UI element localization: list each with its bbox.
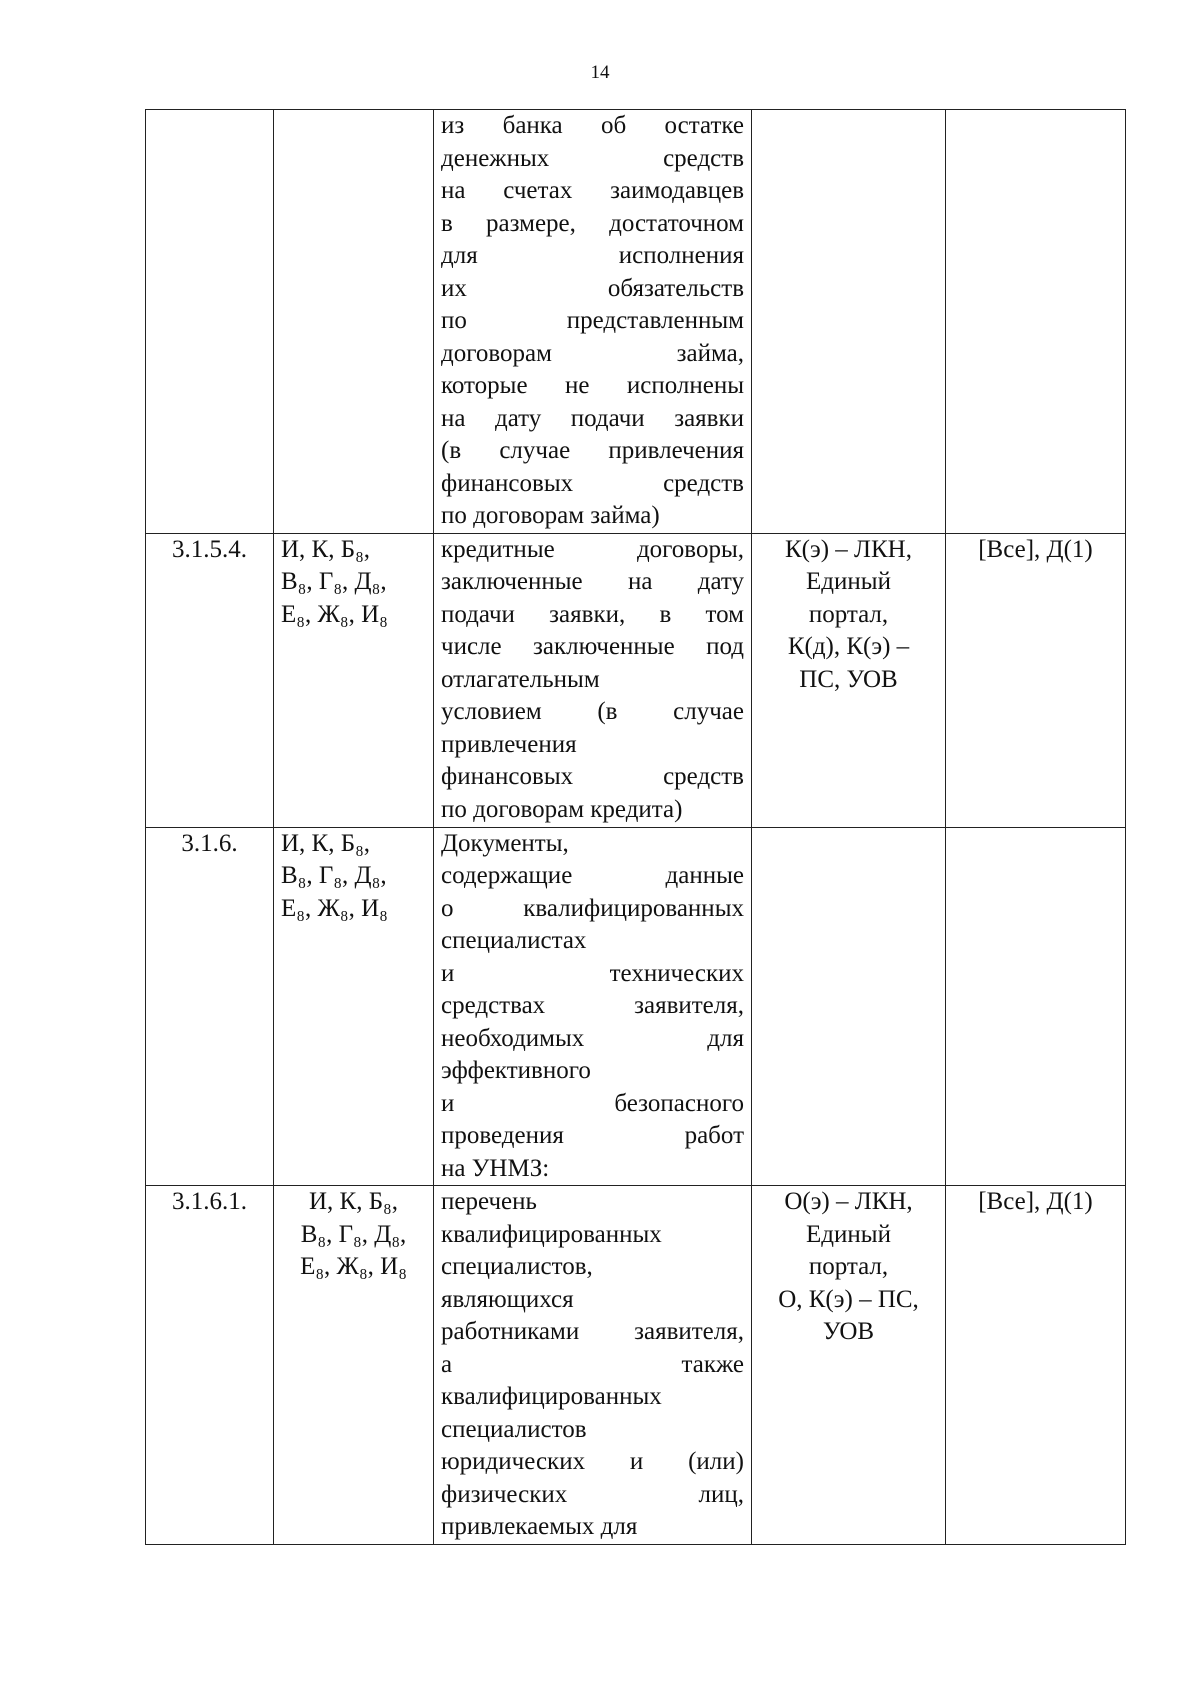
cell-line: являющихся bbox=[441, 1285, 574, 1313]
cell-line: специалистов bbox=[441, 1415, 587, 1443]
cell-line: которые не исполнены bbox=[441, 372, 744, 399]
cell-line: Единый bbox=[806, 568, 891, 595]
cell-line: портал, bbox=[808, 1253, 889, 1280]
cell-line: привлечения bbox=[441, 730, 577, 758]
cell-line: ПС, УОВ bbox=[799, 665, 898, 693]
cell-line: УОВ bbox=[822, 1318, 875, 1345]
cell-line: К(д), К(э) – bbox=[787, 633, 910, 660]
cell-line: [Все], Д(1) bbox=[978, 535, 1093, 563]
row-description bbox=[434, 1186, 752, 1545]
cell-line: К(э) – ЛКН, bbox=[785, 535, 912, 563]
cell-line: из банка об остатке bbox=[441, 112, 744, 139]
cell-line: И, К, Б₈, bbox=[281, 829, 371, 857]
cell-line: И, К, Б₈, bbox=[308, 1188, 399, 1215]
cell-line: квалифицированных bbox=[441, 1220, 662, 1248]
cell-line: Е₈, Ж₈, И₈ bbox=[281, 894, 388, 922]
cell-line: работниками заявителя, bbox=[441, 1318, 744, 1345]
cell-line: физических лиц, bbox=[441, 1480, 744, 1508]
row-description bbox=[434, 827, 752, 1186]
cell-line: отлагательным bbox=[441, 665, 600, 693]
row-scope bbox=[946, 1186, 1126, 1545]
row-submission-form bbox=[752, 827, 946, 1186]
cell-line: и технических bbox=[441, 959, 744, 987]
cell-line: квалифицированных bbox=[441, 1383, 662, 1410]
cell-line: В₈, Г₈, Д₈, bbox=[281, 568, 387, 595]
cell-line: по договорам кредита) bbox=[441, 795, 683, 823]
cell-line: Документы, bbox=[441, 829, 569, 857]
cell-line: договорам займа, bbox=[441, 339, 744, 367]
table-row bbox=[146, 827, 1126, 1186]
row-number: 3.1.5.4. bbox=[146, 533, 274, 827]
cell-line: [Все], Д(1) bbox=[978, 1188, 1093, 1215]
cell-line: юридических и (или) bbox=[441, 1448, 744, 1475]
cell-line: специалистов, bbox=[441, 1253, 593, 1280]
table-row bbox=[146, 533, 1126, 827]
cell-line: их обязательств bbox=[441, 274, 744, 302]
cell-line: кредитные договоры, bbox=[441, 535, 744, 563]
cell-line: и безопасного bbox=[441, 1089, 744, 1117]
row-scope bbox=[946, 110, 1126, 534]
row-codes bbox=[274, 1186, 434, 1545]
cell-line: Е₈, Ж₈, И₈ bbox=[300, 1253, 407, 1280]
row-codes bbox=[274, 827, 434, 1186]
cell-line: О(э) – ЛКН, bbox=[784, 1188, 913, 1215]
row-submission-form bbox=[752, 533, 946, 827]
row-submission-form bbox=[752, 1186, 946, 1545]
row-number: 3.1.6.1. bbox=[146, 1186, 274, 1545]
cell-line: необходимых для bbox=[441, 1024, 744, 1052]
cell-line: Единый bbox=[806, 1220, 891, 1248]
table-row bbox=[146, 1186, 1126, 1545]
page-number: 14 bbox=[590, 62, 610, 83]
cell-line: содержащие данные bbox=[441, 862, 744, 889]
cell-line: подачи заявки, в том bbox=[441, 600, 744, 628]
cell-line: специалистах bbox=[441, 927, 587, 954]
row-scope bbox=[946, 827, 1126, 1186]
cell-line: проведения работ bbox=[441, 1122, 744, 1149]
cell-line: привлекаемых для bbox=[441, 1513, 638, 1540]
cell-line: на счетах заимодавцев bbox=[441, 177, 744, 204]
row-description bbox=[434, 110, 752, 534]
cell-line: по представленным bbox=[441, 307, 744, 334]
cell-line: заключенные на дату bbox=[441, 568, 744, 595]
cell-line: на дату подачи заявки bbox=[441, 404, 744, 432]
cell-line: о квалифицированных bbox=[441, 894, 744, 922]
cell-line: а также bbox=[441, 1350, 744, 1378]
cell-line: средствах заявителя, bbox=[441, 992, 744, 1019]
row-number bbox=[146, 110, 274, 534]
row-submission-form bbox=[752, 110, 946, 534]
cell-line: портал, bbox=[808, 600, 889, 628]
cell-line: Е₈, Ж₈, И₈ bbox=[281, 600, 388, 628]
cell-line: (в случае привлечения bbox=[441, 437, 744, 464]
cell-line: В₈, Г₈, Д₈, bbox=[281, 862, 387, 889]
cell-line: денежных средств bbox=[441, 144, 744, 172]
requirements-table bbox=[145, 109, 1126, 1545]
row-codes bbox=[274, 110, 434, 534]
cell-line: для исполнения bbox=[441, 242, 744, 269]
row-number: 3.1.6. bbox=[146, 827, 274, 1186]
cell-line: условием (в случае bbox=[441, 698, 744, 725]
table-row bbox=[146, 110, 1126, 534]
cell-line: И, К, Б₈, bbox=[281, 535, 371, 563]
row-codes bbox=[274, 533, 434, 827]
cell-line: В₈, Г₈, Д₈, bbox=[300, 1220, 407, 1248]
cell-line: эффективного bbox=[441, 1057, 591, 1084]
cell-line: числе заключенные под bbox=[441, 633, 744, 660]
row-description bbox=[434, 533, 752, 827]
cell-line: в размере, достаточном bbox=[441, 209, 744, 237]
cell-line: О, К(э) – ПС, bbox=[778, 1285, 919, 1313]
cell-line: финансовых средств bbox=[441, 763, 744, 790]
cell-line: перечень bbox=[441, 1188, 537, 1215]
row-scope bbox=[946, 533, 1126, 827]
cell-line: по договорам займа) bbox=[441, 502, 660, 529]
cell-line: финансовых средств bbox=[441, 469, 744, 497]
cell-line: на УНМЗ: bbox=[441, 1154, 550, 1182]
